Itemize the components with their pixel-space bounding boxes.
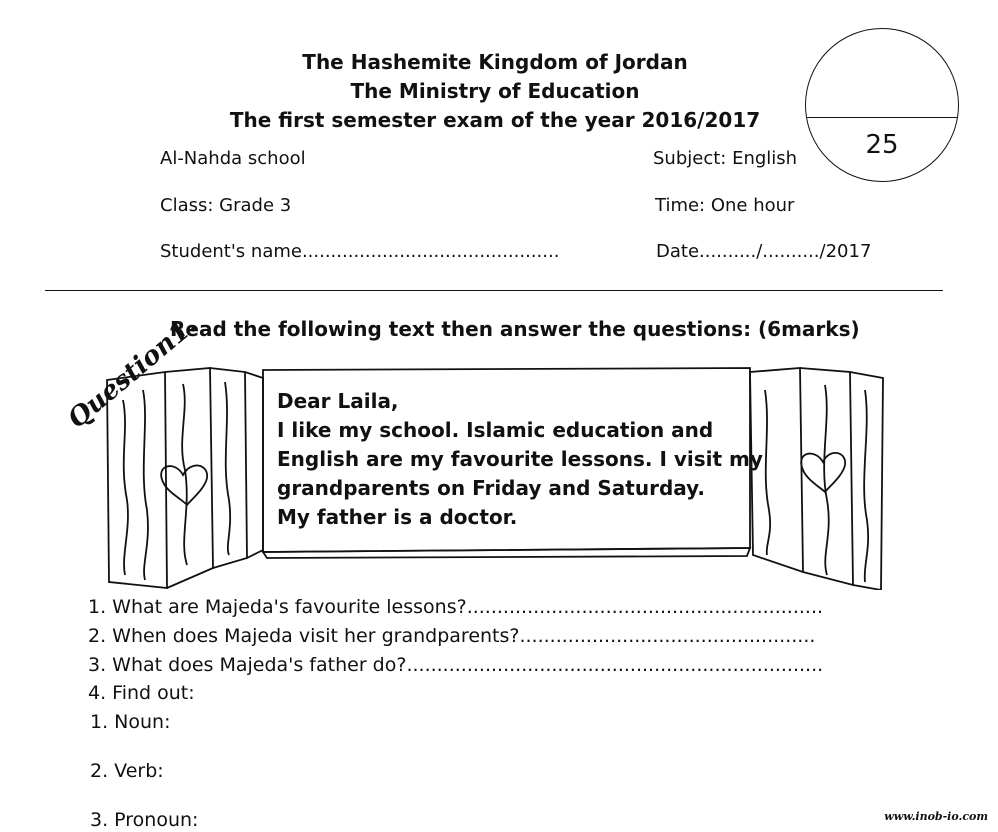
find-verb: 2. Verb: [90,760,164,782]
letter-text [277,387,763,532]
header-divider [45,290,943,291]
question-item-2: 2. When does Majeda visit her grandparents?................................................. [88,625,816,647]
find-pronoun: 3. Pronoun: [90,809,199,831]
letter-line: English are my favourite lessons. I visit my [277,447,763,471]
find-noun: 1. Noun: [90,711,171,733]
date-field: Date........../........../2017 [656,241,872,262]
letter-line: I like my school. Islamic education and [277,418,714,442]
score-divider [806,117,958,118]
question-item-1: 1. What are Majeda's favourite lessons?........................................................... [88,596,824,618]
question-item-3: 3. What does Majeda's father do?..................................................................... [88,654,824,676]
score-total: 25 [865,130,899,160]
header-ministry: The Ministry of Education [350,79,640,103]
header-kingdom: The Hashemite Kingdom of Jordan [302,50,688,74]
question-1-label: Question1. [62,309,203,435]
score-circle [805,28,959,182]
class-label: Class: Grade 3 [160,195,292,216]
question-1-instruction: Read the following text then answer the questions: (6marks) [170,317,860,341]
school-name: Al-Nahda school [160,148,306,169]
student-name-field: Student's name............................................. [160,241,560,262]
letter-line: My father is a doctor. [277,505,518,529]
time-label: Time: One hour [655,195,795,216]
letter-line: grandparents on Friday and Saturday. [277,476,705,500]
letter-line: Dear Laila, [277,389,399,413]
question-item-4: 4. Find out: [88,682,195,704]
header-exam-title: The first semester exam of the year 2016/2017 [229,108,761,132]
subject-label: Subject: English [653,148,798,169]
watermark: www.inob-io.com [884,810,988,823]
